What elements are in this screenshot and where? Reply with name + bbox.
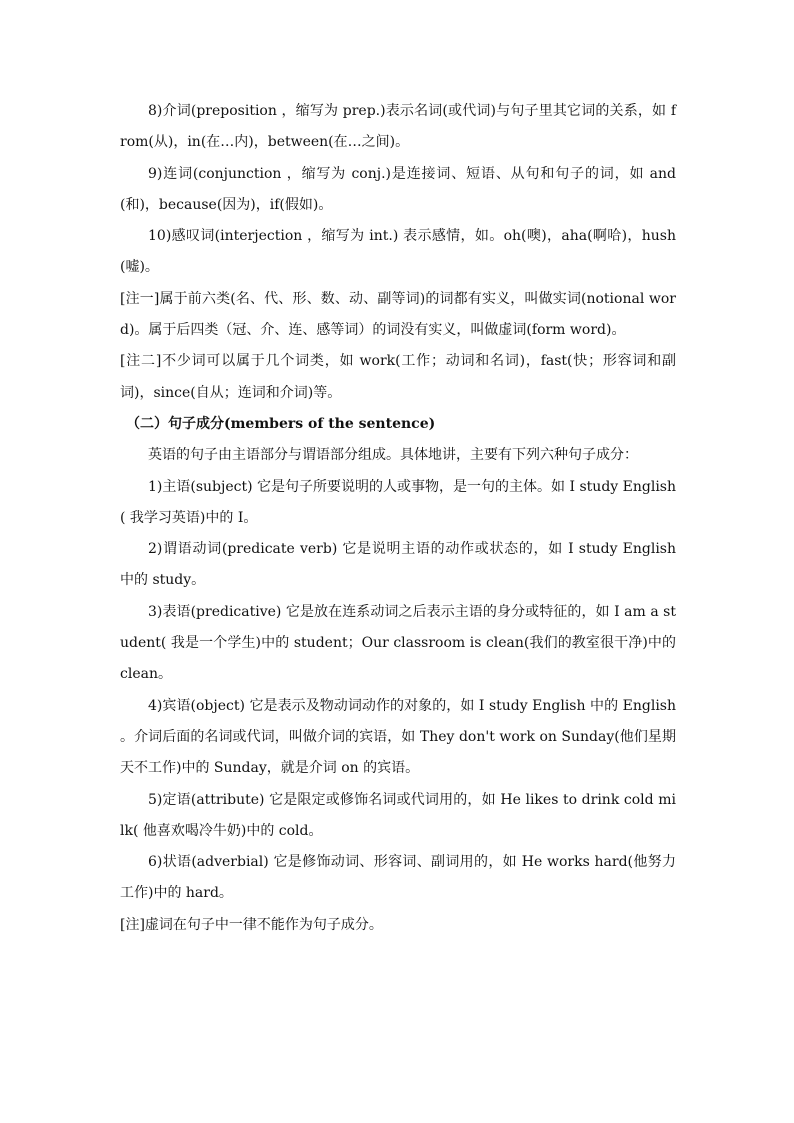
note-two: [注二]不少词可以属于几个词类，如 work(工作；动词和名词)，fast(快；形容词和副词)，since(自从；连词和介词)等。 <box>120 353 676 401</box>
document-page <box>120 96 676 941</box>
note-one: [注一]属于前六类(名、代、形、数、动、副等词)的词都有实义，叫做实词(notional word)。属于后四类（冠、介、连、感等词）的词没有实义，叫做虚词(form word)。 <box>120 290 676 339</box>
paragraph-adverbial: 6)状语(adverbial) 它是修饰动词、形容词、副词用的，如 He works hard(他努力工作)中的 hard。 <box>120 854 676 902</box>
paragraph-predicative: 3)表语(predicative) 它是放在连系动词之后表示主语的身分或特征的，如 I am a student( 我是一个学生)中的 student；Our classroom is clean(我们的教室很干净)中的 clean。 <box>120 603 676 683</box>
paragraph-conjunction: 9)连词(conjunction ，缩写为 conj.)是连接词、短语、从句和句子的词，如 and(和)，because(因为)，if(假如)。 <box>120 165 676 213</box>
paragraph-intro: 英语的句子由主语部分与谓语部分组成。具体地讲，主要有下列六种句子成分： <box>148 447 638 464</box>
paragraph-preposition: 8)介词(preposition ，缩写为 prep.)表示名词(或代词)与句子里其它词的关系，如 from(从)，in(在…内)，between(在…之间)。 <box>120 103 676 151</box>
paragraph-attribute: 5)定语(attribute) 它是限定或修饰名词或代词用的，如 He likes to drink cold milk( 他喜欢喝冷牛奶)中的 cold。 <box>120 791 676 839</box>
paragraph-predicate-verb: 2)谓语动词(predicate verb) 它是说明主语的动作或状态的，如 I study English 中的 study。 <box>120 541 676 589</box>
note-final: [注]虚词在句子中一律不能作为句子成分。 <box>120 916 383 933</box>
paragraph-object: 4)宾语(object) 它是表示及物动词动作的对象的，如 I study English 中的 English 。介词后面的名词或代词，叫做介词的宾语，如 They don't work on Sunday(他们星期天不工作)中的 Sunday，就是介词 on 的宾语。 <box>120 697 676 777</box>
paragraph-subject: 1)主语(subject) 它是句子所要说明的人或事物，是一句的主体。如 I study English( 我学习英语)中的 I。 <box>120 478 676 526</box>
paragraph-interjection: 10)感叹词(interjection ，缩写为 int.) 表示感情，如。oh(噢)，aha(啊哈)，hush(嘘)。 <box>120 228 676 276</box>
section-heading: （二）句子成分(members of the sentence) <box>126 415 436 432</box>
